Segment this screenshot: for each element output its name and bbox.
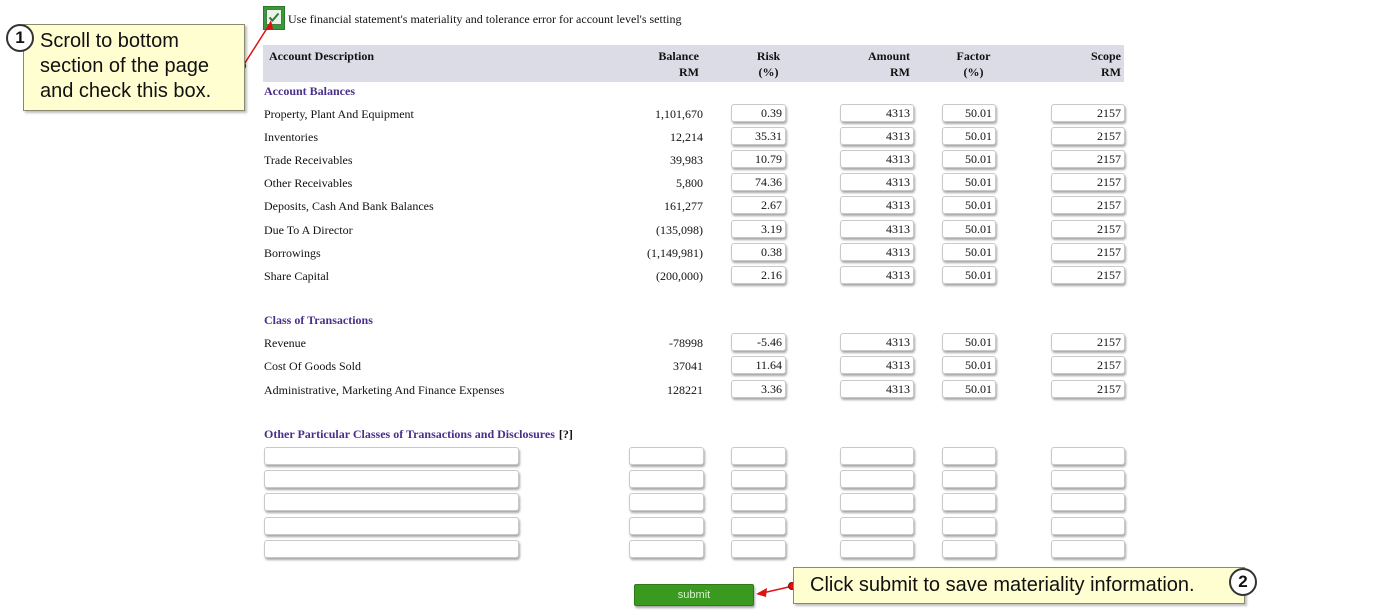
factor-input[interactable]: 50.01 [942,243,996,261]
amount-input[interactable]: 4313 [840,380,914,398]
factor-input[interactable]: 50.01 [942,127,996,145]
row-label: Trade Receivables [264,153,353,168]
header-factor: Factor (%) [956,49,991,79]
risk-input[interactable]: 74.36 [731,173,786,191]
header-amount: Amount RM [867,49,910,79]
row-balance: 39,983 [670,153,703,168]
row-label: Property, Plant And Equipment [264,107,414,121]
scope-input[interactable]: 2157 [1051,150,1125,168]
row-label: Other Receivables [264,176,353,191]
callout-step-1: Scroll to bottom section of the page and check this box. [23,24,245,111]
scope-input[interactable]: 2157 [1051,127,1125,145]
row-balance: -78998 [669,336,703,350]
amount-input[interactable]: 4313 [840,333,914,351]
factor-input[interactable]: 50.01 [942,196,996,214]
section-class-of-transactions: Class of Transactions [264,313,373,327]
row-label: Due To A Director [264,222,353,237]
factor-input[interactable]: 50.01 [942,356,996,374]
row-label: Inventories [264,130,318,145]
row-balance: 1,101,670 [655,107,703,121]
row-balance: (200,000) [656,268,703,283]
header-balance: Balance RM [658,49,699,79]
factor-input[interactable]: 50.01 [942,333,996,351]
risk-input[interactable]: 3.19 [731,220,786,238]
checkbox-label: Use financial statement's materiality and tolerance error for account level's setting [288,12,682,26]
scope-input[interactable]: 2157 [1051,104,1125,122]
amount-input[interactable]: 4313 [840,356,914,374]
scope-input[interactable]: 2157 [1051,333,1125,351]
amount-input[interactable]: 4313 [840,127,914,145]
row-label: Revenue [264,336,306,350]
risk-input[interactable]: 10.79 [731,150,786,168]
factor-input[interactable]: 50.01 [942,380,996,398]
risk-input[interactable]: 2.67 [731,196,786,214]
submit-button[interactable]: submit [634,584,754,606]
scope-input[interactable]: 2157 [1051,220,1125,238]
risk-input[interactable]: 35.31 [731,127,786,145]
header-risk: Risk (%) [756,49,781,79]
section-account-balances: Account Balances [264,84,355,98]
risk-input[interactable]: -5.46 [731,333,786,351]
row-balance: 161,277 [664,199,703,214]
row-label: Cost Of Goods Sold [264,359,362,374]
row-label: Borrowings [264,245,321,260]
step-2-badge: 2 [1229,568,1257,596]
row-label: Administrative, Marketing And Finance Expenses [264,382,505,397]
scope-input[interactable]: 2157 [1051,266,1125,284]
row-balance: 5,800 [676,176,703,191]
amount-input[interactable]: 4313 [840,173,914,191]
factor-input[interactable]: 50.01 [942,104,996,122]
row-balance: 12,214 [670,130,703,145]
section-other-particular: Other Particular Classes of Transactions and Disclosures [?] [264,427,573,441]
amount-input[interactable]: 4313 [840,150,914,168]
amount-input[interactable]: 4313 [840,243,914,261]
row-label: Share Capital [264,268,329,283]
step-1-badge: 1 [6,24,34,52]
scope-input[interactable]: 2157 [1051,380,1125,398]
row-label: Deposits, Cash And Bank Balances [264,199,434,214]
risk-input[interactable]: 11.64 [731,356,786,374]
help-link[interactable]: [?] [558,427,573,441]
row-balance: 37041 [673,359,703,374]
row-balance: (135,098) [656,222,703,237]
header-scope: Scope RM [1091,49,1121,79]
risk-input[interactable]: 0.39 [731,104,786,122]
scope-input[interactable]: 2157 [1051,196,1125,214]
risk-input[interactable]: 3.36 [731,380,786,398]
risk-input[interactable]: 2.16 [731,266,786,284]
scope-input[interactable]: 2157 [1051,243,1125,261]
factor-input[interactable]: 50.01 [942,220,996,238]
header-description: Account Description [269,49,374,63]
amount-input[interactable]: 4313 [840,266,914,284]
factor-input[interactable]: 50.01 [942,173,996,191]
amount-input[interactable]: 4313 [840,104,914,122]
callout-step-2: Click submit to save materiality information. [793,567,1245,604]
risk-input[interactable]: 0.38 [731,243,786,261]
row-balance: (1,149,981) [647,245,703,260]
scope-input[interactable]: 2157 [1051,356,1125,374]
amount-input[interactable]: 4313 [840,196,914,214]
row-balance: 128221 [667,382,703,397]
factor-input[interactable]: 50.01 [942,266,996,284]
amount-input[interactable]: 4313 [840,220,914,238]
scope-input[interactable]: 2157 [1051,173,1125,191]
factor-input[interactable]: 50.01 [942,150,996,168]
